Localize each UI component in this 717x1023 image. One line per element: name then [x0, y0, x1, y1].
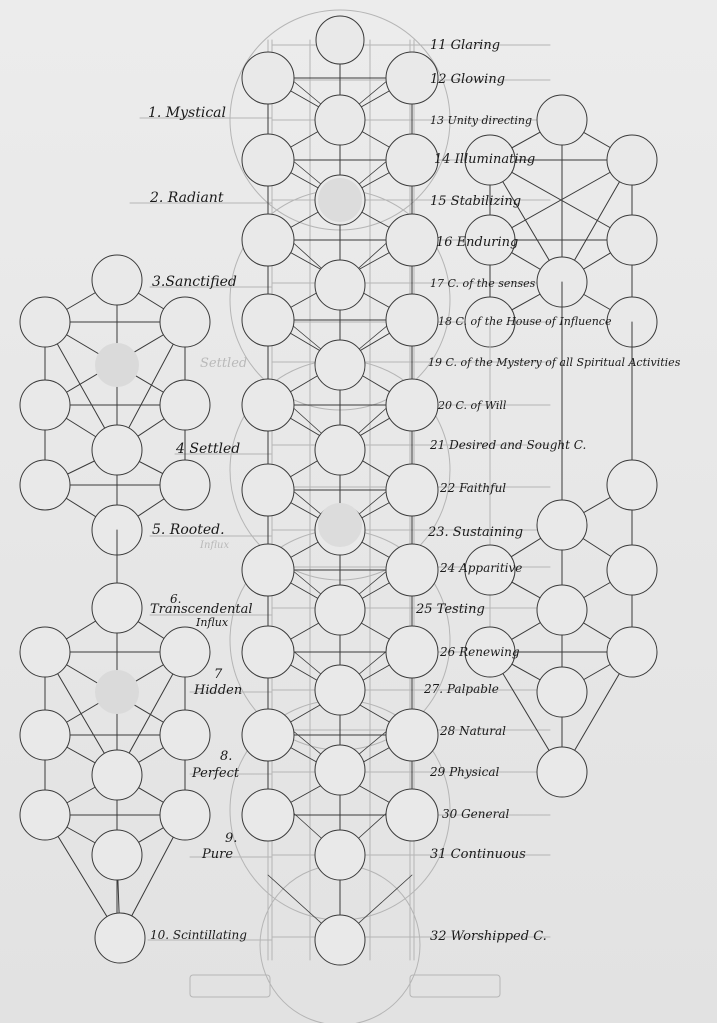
label-30: 30 General [442, 807, 510, 821]
label-9: Pure [202, 847, 234, 862]
label-6: Transcendental [150, 602, 253, 617]
sephirah-circle [242, 544, 294, 596]
right-tree-lower-circle [537, 500, 587, 550]
sephirah-circle [386, 464, 438, 516]
label-3: 3.Sanctified [152, 274, 237, 290]
label-8: Perfect [192, 766, 240, 781]
sephirah-circle [316, 16, 364, 64]
label-8-number: 8. [220, 749, 233, 764]
right-tree-lower-circle [607, 460, 657, 510]
sephirah-circle [315, 745, 365, 795]
label-6-sub: Influx [196, 616, 229, 629]
shaded-spot [95, 343, 139, 387]
label-21: 21 Desired and Sought C. [430, 438, 587, 452]
label-13: 13 Unity directing [430, 114, 533, 127]
sephirah-circle [315, 425, 365, 475]
right-tree-upper-circle [607, 215, 657, 265]
label-32: 32 Worshipped C. [430, 929, 547, 944]
left-tree-lower-circle [20, 710, 70, 760]
left-tree-lower-circle [92, 583, 142, 633]
sephirah-circle [315, 340, 365, 390]
label-2: 2. Radiant [150, 190, 224, 206]
sephirah-circle [386, 134, 438, 186]
label-29: 29 Physical [430, 765, 500, 779]
sephirah-circle [242, 709, 294, 761]
sephirah-circle [242, 294, 294, 346]
label-9-number: 9. [225, 831, 238, 846]
left-tree-upper-circle [20, 460, 70, 510]
label-31: 31 Continuous [430, 847, 526, 862]
right-tree-upper-circle [607, 135, 657, 185]
label-17: 17 C. of the senses [430, 277, 536, 290]
label-12: 12 Glowing [430, 72, 506, 87]
label-14: 14 Illuminating [434, 152, 536, 167]
left-tree-lower-circle [20, 627, 70, 677]
left-tree-upper-circle [20, 297, 70, 347]
sephirah-circle [386, 789, 438, 841]
left-tree-upper-circle [92, 255, 142, 305]
label-27: 27. Palpable [424, 682, 499, 696]
label-16: 16 Enduring [436, 235, 519, 250]
label-5: 5. Rooted. [152, 522, 225, 538]
right-tree-lower-circle [607, 627, 657, 677]
shaded-spot [318, 503, 362, 547]
left-tree-lower-circle [20, 790, 70, 840]
sephirah-circle [242, 134, 294, 186]
left-tree-lower-circle [95, 913, 145, 963]
left-tree-upper-circle [160, 380, 210, 430]
label-26: 26 Renewing [440, 645, 520, 659]
sephirah-circle [386, 626, 438, 678]
ghost-label-settled: Settled [200, 356, 248, 371]
sephirah-circle [386, 544, 438, 596]
sephirah-circle [315, 95, 365, 145]
sephirah-circle [386, 709, 438, 761]
label-10: 10. Scintillating [150, 928, 247, 942]
label-1: 1. Mystical [148, 105, 227, 121]
label-23: 23. Sustaining [428, 525, 524, 540]
label-28: 28 Natural [440, 724, 507, 738]
ghost-label-influx: Influx [200, 540, 230, 551]
sephirah-circle [242, 379, 294, 431]
left-tree-upper-circle [160, 460, 210, 510]
sephirah-circle [315, 915, 365, 965]
label-24: 24 Apparitive [440, 561, 523, 575]
right-tree-upper-circle [537, 95, 587, 145]
right-tree-lower-circle [537, 747, 587, 797]
label-15: 15 Stabilizing [430, 194, 522, 209]
label-19: 19 C. of the Mystery of all Spiritual Activities [428, 356, 681, 369]
sephirah-circle [242, 789, 294, 841]
sephirah-circle [242, 464, 294, 516]
label-4: 4 Settled [176, 441, 241, 457]
sephirah-circle [315, 830, 365, 880]
left-tree-lower-circle [160, 627, 210, 677]
shaded-spot [95, 670, 139, 714]
sephirah-circle [315, 260, 365, 310]
left-tree-upper-circle [160, 297, 210, 347]
left-tree-lower-circle [160, 790, 210, 840]
left-tree-lower-circle [92, 750, 142, 800]
label-6-number: 6. [170, 592, 182, 606]
faint-smudge [410, 975, 500, 997]
left-tree-lower-circle [160, 710, 210, 760]
right-tree-lower-circle [607, 545, 657, 595]
left-tree-upper-circle [20, 380, 70, 430]
left-tree-upper-circle [92, 425, 142, 475]
sephirah-circle [315, 665, 365, 715]
shaded-spot [318, 178, 362, 222]
sephirah-circle [242, 52, 294, 104]
label-7: Hidden [194, 683, 243, 698]
label-20: 20 C. of Will [438, 399, 507, 412]
label-7-number: 7 [214, 667, 223, 682]
sephirah-circle [242, 214, 294, 266]
sephirah-circle [386, 214, 438, 266]
label-22: 22 Faithful [440, 481, 507, 495]
label-11: 11 Glaring [430, 38, 501, 53]
right-tree-lower-circle [537, 667, 587, 717]
right-tree-lower-circle [537, 585, 587, 635]
sephirah-circle [315, 585, 365, 635]
left-tree-lower-circle [92, 830, 142, 880]
sephirah-circle [386, 379, 438, 431]
sephirah-circle [386, 294, 438, 346]
sephirah-circle [242, 626, 294, 678]
label-18: 18 C. of the House of Influence [438, 315, 612, 328]
faint-smudge [190, 975, 270, 997]
label-25: 25 Testing [416, 602, 485, 617]
